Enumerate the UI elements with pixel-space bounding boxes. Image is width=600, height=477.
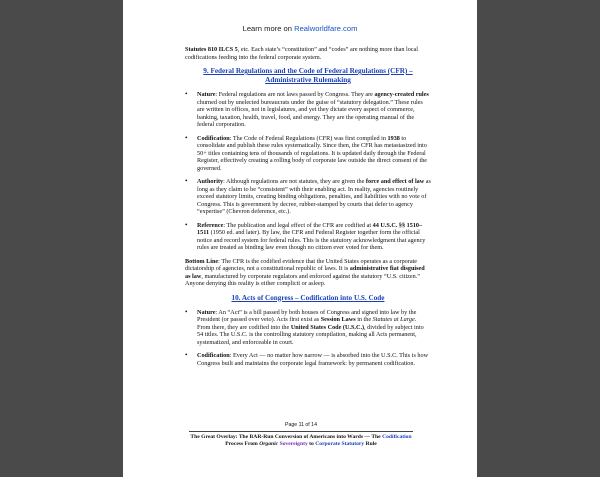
text-run: : Although regulations are not statutes, they are given the bbox=[223, 178, 366, 185]
footer-corporate-link[interactable] bbox=[315, 441, 364, 447]
intro-text: , etc. Each state’s “constitution” and “codes” are nothing more than local codifications feeding into the federal corporate system. bbox=[185, 46, 419, 61]
bullet-label: Authority bbox=[197, 178, 224, 185]
text-run: Bottom Line bbox=[185, 257, 219, 265]
footer-corporate-text: Corporate Statutory bbox=[315, 441, 365, 447]
bullet-label: Reference bbox=[197, 221, 224, 229]
section-9-heading[interactable]: 9. Federal Regulations and the Code of Federal Regulations (CFR) – Administrative Rulemaking bbox=[203, 67, 413, 84]
intro-bold: Statutes 810 ILCS 5 bbox=[185, 46, 238, 53]
section-9-bottom-line bbox=[185, 258, 431, 288]
footer-process-text: Process From bbox=[225, 441, 260, 447]
section-10-heading[interactable]: 10. Acts of Congress – Codification into U.S. Code bbox=[231, 293, 385, 302]
text-run: 1938 bbox=[387, 134, 400, 142]
footer-title-line-2 bbox=[181, 441, 421, 448]
text-run: : An “Act” is a bill passed by both houses of Congress and signed into law by the President (or passed over veto). Acts first exist as bbox=[197, 308, 417, 323]
text-run: in the bbox=[355, 316, 373, 323]
bullet-item bbox=[185, 222, 431, 252]
text-run: : The publication and legal effect of the CFR are codified at bbox=[223, 221, 373, 229]
footer-organic: Organic bbox=[259, 441, 279, 447]
bullet-item bbox=[185, 309, 431, 347]
footer-title-line-1 bbox=[181, 434, 421, 441]
page-number: Page 11 of 14 bbox=[285, 422, 317, 428]
banner-prefix: Learn more on bbox=[242, 24, 295, 33]
text-run: to consolidate and publish these rules systematically. Since then, the CFR has metastasized into 50+ titles containing tens of thousands of regulations. It is updated daily through the Federal Register, effectively creating a rolling body of corporate law outside the direct consent of the governed. bbox=[197, 134, 428, 172]
section-9-list bbox=[185, 91, 431, 252]
intro-paragraph bbox=[185, 46, 431, 61]
bullet-item bbox=[185, 352, 431, 367]
text-run: force and effect of law bbox=[365, 178, 425, 185]
text-run: United States Code (U.S.C.) bbox=[290, 323, 365, 331]
text-run: : The Code of Federal Regulations (CFR) was first compiled in bbox=[229, 134, 388, 142]
bullet-label: Nature bbox=[197, 91, 216, 98]
text-run: : The CFR is the codified evidence that the United States operates as a corporate dictatorship of agencies, not a constitutional republic of laws. It is bbox=[185, 257, 418, 272]
text-run: churned out by unelected bureaucrats under the guise of “statutory delegation.” These rules are written in offices, not in legislatures, and yet they dictate every aspect of commerce, banking, taxation, health, travel, food, and energy. They are the operating manual of the federal corporation. bbox=[197, 98, 423, 128]
text-run: , manufactured by corporate regulators and enforced against the statutory “U.S. citizen.” Anyone denying this reality is either complicit or asleep. bbox=[185, 272, 421, 287]
text-run: agency-created rules bbox=[374, 91, 429, 98]
banner-site-link[interactable]: Realworldfare.com bbox=[294, 24, 358, 33]
text-run: administrative fiat disguised as law bbox=[185, 265, 425, 280]
bullet-item bbox=[185, 135, 431, 173]
footer-to: to bbox=[307, 441, 316, 447]
bullet-icon: • bbox=[185, 351, 188, 359]
bullet-icon: • bbox=[185, 307, 188, 316]
footer-divider bbox=[189, 431, 413, 432]
text-run: : Federal regulations are not laws passed by Congress. They are bbox=[215, 91, 375, 98]
text-run: , divided by subject into 54 titles. The U.S.C. is the controlling statutory compilation, making all Acts permanent, systematized, and enforceable in court. bbox=[197, 323, 424, 346]
footer-codification-link[interactable]: Codification bbox=[382, 434, 412, 440]
bullet-icon: • bbox=[185, 220, 188, 229]
bullet-label: Codification bbox=[197, 352, 230, 359]
text-run: : Every Act — no matter how narrow — is absorbed into the U.S.C. This is how Congress built and maintains the corporate legal framework: by permanent codification. bbox=[197, 352, 429, 367]
bullet-icon: • bbox=[185, 177, 188, 185]
bullet-label: Codification bbox=[197, 134, 230, 142]
text-run: as long as they claim to be “consistent” with their enabling act. In reality, agencies routinely exceed statutory limits, creating binding obligations, penalties, and liabilities with no vote of Congress. This is government by decree, rubber-stamped by courts that defer to agency “expertise” (Chevron deference, etc.). bbox=[197, 178, 431, 215]
document-page bbox=[123, 0, 477, 477]
footer-sovereignty-link[interactable]: Sovereignty bbox=[279, 441, 308, 447]
text-run: 44 U.S.C. §§ 1510–1511 bbox=[197, 221, 423, 236]
bullet-label: Nature bbox=[197, 308, 216, 316]
bullet-icon: • bbox=[185, 133, 188, 142]
page-footer bbox=[181, 422, 421, 448]
content bbox=[185, 46, 431, 373]
bullet-item bbox=[185, 91, 431, 129]
text-run: (1950 ed. and later). By law, the CFR and Federal Register together form the official notice and record system for federal rules. This is the statutory acknowledgment that agency rules are treated as binding law even though no citizen ever voted for them. bbox=[197, 229, 426, 251]
section-10-list bbox=[185, 309, 431, 368]
banner bbox=[123, 24, 477, 33]
bullet-item bbox=[185, 178, 431, 216]
footer-title-text: The Great Overlay: The BAR-Run Conversion of Americans into Wards — The bbox=[190, 434, 383, 440]
footer-rule-word: Rule bbox=[364, 441, 377, 447]
text-run: Session Laws bbox=[320, 316, 356, 323]
text-run: Statutes at Large bbox=[372, 316, 415, 323]
text-run: . From there, they are codified into the bbox=[197, 316, 417, 331]
bullet-icon: • bbox=[185, 90, 188, 98]
